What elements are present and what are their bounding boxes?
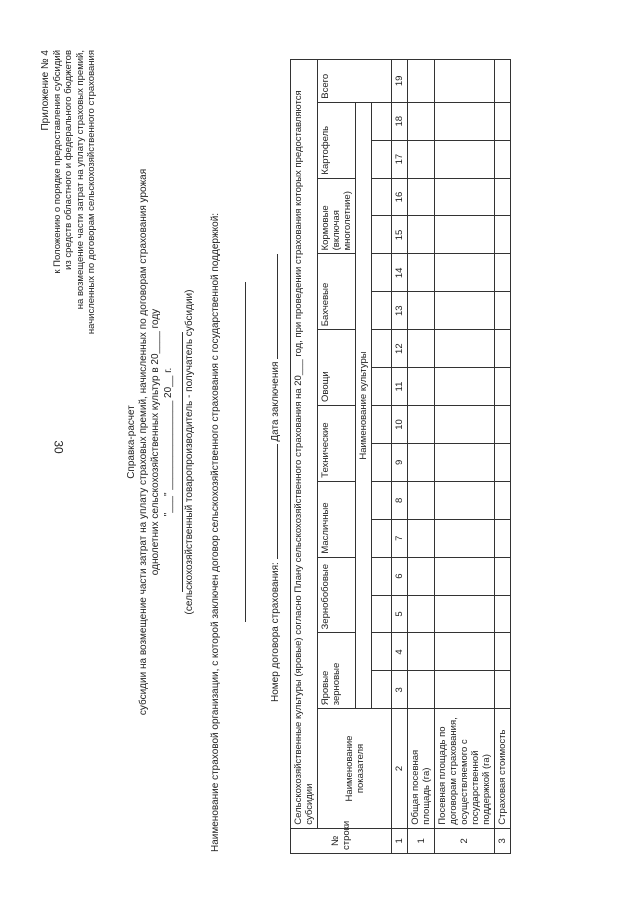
crop-header: Овощи [318,330,356,406]
crop-name-label: Наименование культуры [356,102,372,709]
document-subtitle: субсидии на возмещение части затрат на уплату страховых премий, начисленных по договорам страхования урожая [138,168,149,716]
col-number: 1 [392,828,408,853]
row-label: Посевная площадь по договорам страхования, осуществляемого с государственной поддержкой (га) [435,709,495,828]
annex-line: к Положению о порядке предоставления субсидий [51,50,63,274]
row-number: 1 [408,828,435,853]
page-number: 30 [51,440,66,454]
subsidy-table [290,59,511,854]
col-number: 13 [392,292,408,330]
insurer-blank-line [245,282,246,622]
contract-number-blank [268,444,278,559]
col-number: 10 [392,406,408,444]
col-number: 2 [392,709,408,828]
col-row-number-header: № строки [291,828,392,853]
farmer-caption: (сельскохозяйственный товаропроизводитель - получатель субсидии) [184,289,195,615]
col-group-header: Сельскохозяйственные культуры (яровые) согласно Плану сельскохозяйственного страхования на 20___ год, при проведении страхования которых предоставляются субсидии [291,60,318,829]
col-indicator-header: Наименование показателя [318,709,392,828]
col-number: 11 [392,368,408,406]
table-row [435,60,495,854]
crop-header: Зернобобовые [318,557,356,633]
col-number: 19 [392,60,408,103]
col-number: 16 [392,178,408,216]
annex-line: из средств областного и федерального бюджетов [63,50,75,270]
row-label: Общая посевная площадь (га) [408,709,435,828]
col-number: 8 [392,481,408,519]
col-number: 17 [392,140,408,178]
contract-row [268,202,281,702]
row-label: Страховая стоимость [495,709,511,828]
col-number: 9 [392,443,408,481]
annex-line: начисленных по договорам сельскохозяйственного страхования [86,50,98,335]
crop-header: Яровые зерновые [318,633,356,709]
crop-header: Картофель [318,102,356,178]
col-number: 15 [392,216,408,254]
row-number: 2 [435,828,495,853]
contract-date-blank [268,254,278,359]
insurer-label: Наименование страховой организации, с которой заключен договор сельскохозяйственного страхования с государственной поддержкой: [210,212,221,852]
col-number: 18 [392,102,408,140]
annex-title: Приложение № 4 [40,50,51,131]
col-number: 12 [392,330,408,368]
col-number: 6 [392,557,408,595]
col-number: 5 [392,595,408,633]
crop-header: Бахчевые [318,254,356,330]
row-number: 3 [495,828,511,853]
document-subtitle-year: однолетних сельскохозяйственных культур в 20____ году [150,308,161,576]
crop-header: Технические [318,406,356,482]
table-row [495,60,511,854]
crop-header-total: Всего [318,60,392,103]
col-number: 14 [392,254,408,292]
document-date: "___" ________________ 20__ г. [163,367,174,517]
annex-block [40,50,98,410]
document-header [126,62,175,822]
col-number: 4 [392,633,408,671]
contract-number-label: Номер договора страхования: [270,562,281,702]
crop-header: Масличные [318,481,356,557]
farmer-blank-line [182,332,183,592]
contract-date-label: Дата заключения [270,361,281,442]
rotated-document [40,42,600,862]
col-number: 7 [392,519,408,557]
document-title: Справка-расчет [126,405,137,479]
col-number: 3 [392,671,408,709]
crop-header: Кормовые (включая многолетние) [318,178,356,254]
annex-line: на возмещение части затрат на уплату страховых премий, [74,50,86,310]
table-row [408,60,435,854]
